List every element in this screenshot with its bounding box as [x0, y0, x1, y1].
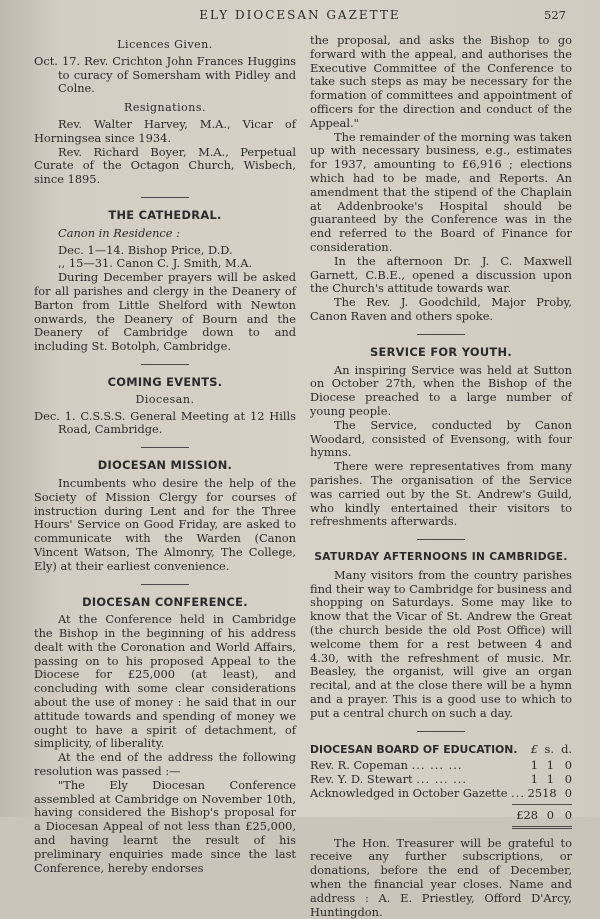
section-divider: [141, 197, 189, 198]
section-divider: [141, 364, 189, 365]
donation-row: [310, 787, 572, 801]
conference-paragraph: The Rev. J. Goodchild, Major Proby, Canon Raven and others spoke.: [310, 295, 572, 323]
conference-continuation: the proposal, and asks the Bishop to go forward with the appeal, and authorises the Executive Committee of the Conference to take such steps as may be necessary for the formation of committees and appointment of officers for the direction and conduct of the Appeal.": [310, 33, 572, 130]
donation-row: [310, 773, 572, 787]
resignation-entry: Rev. Richard Boyer, M.A., Perpetual Curate of the Octagon Church, Wisbech, since 1895.: [34, 144, 296, 187]
donor-name: Rev. R. Copeman ... ... ...: [310, 758, 463, 773]
board-heading: DIOCESAN BOARD OF EDUCATION.: [310, 742, 518, 756]
youth-paragraph: The Service, conducted by Canon Woodard, consisted of Evensong, with four hymns.: [310, 417, 572, 460]
total-shillings: 0: [546, 807, 554, 822]
amount-pounds: 1: [530, 758, 538, 773]
events-heading: COMING EVENTS.: [107, 374, 223, 389]
total-pounds: £28: [516, 807, 538, 822]
section-divider: [141, 447, 189, 448]
cathedral-heading: THE CATHEDRAL.: [108, 207, 222, 222]
section-divider: [141, 584, 189, 585]
residence-entry: ,, 15—31. Canon C. J. Smith, M.A.: [58, 256, 253, 271]
section-divider: [417, 731, 465, 732]
total-row: [310, 809, 572, 823]
right-column: [310, 30, 572, 919]
conference-paragraph: At the Conference held in Cambridge the Bishop in the beginning of his address dealt with the Coronation and World Affairs, passing on to his proposed Appeal to the Diocese for £25,000 (at least), and concluding with some clear considerations about the use of money : he said that in our attitude towards and spending of money we ought to have a spirit of detachment, of simplicity, of liberality.: [34, 612, 296, 751]
amount-shillings: 1: [546, 772, 554, 787]
mission-heading: DIOCESAN MISSION.: [97, 458, 233, 473]
saturday-paragraph: Many visitors from the country parishes find their way to Cambridge for business and shopping on Saturdays. Some may like to know that the Vicar of St. Andrew the Great (the church beside the old Post Office) will welcome them for a rest between 4 and 4.30, with the refreshment of music. Mr. Beasley, the organist, will give an organ recital, and at the close there will be a hymn and a prayer. This is a good use to which to put a central church on such a day.: [310, 567, 572, 720]
left-column: [34, 30, 296, 875]
section-divider: [417, 334, 465, 335]
donor-name: Rev. Y. D. Stewart ... ... ...: [310, 772, 468, 787]
amount-pounds: 25: [527, 786, 543, 801]
saturday-heading: SATURDAY AFTERNOONS IN CAMBRIDGE.: [314, 551, 568, 564]
conference-resolution: "The Ely Diocesan Conference assembled at Cambridge on November 10th, having considered the Bishop's proposal for a Diocesan Appeal of not less than £25,000, and having learnt the result of his preliminary enquiries made since the last Conference, hereby endorses: [34, 777, 296, 875]
conference-paragraph: The remainder of the morning was taken up with necessary business, e.g., estimates for 1937, amounting to £6,916 ; elections which had to be made, and Reports. An amendment that the stipend of the Chaplain at Addenbrooke's Hospital should be guaranteed by the Conference was in the end referred to the Board of Finance for consideration.: [310, 129, 572, 254]
events-subheading: Diocesan.: [135, 392, 195, 406]
shillings-label: s.: [544, 741, 554, 756]
conference-paragraph: In the afternoon Dr. J. C. Maxwell Garnett, C.B.E., opened a discussion upon the Church's attitude towards war.: [310, 253, 572, 296]
donor-name: Acknowledged in October Gazette ...: [310, 786, 525, 801]
mission-paragraph: Incumbents who desire the help of the Society of Mission Clergy for courses of instruction during Lent and for the Three Hours' Service on Good Friday, are asked to communicate with the Warden (Canon Vincent Watson, The Almonry, The College, Ely) at their earliest convenience.: [34, 475, 296, 573]
total-rule: [512, 804, 572, 805]
treasurer-paragraph: The Hon. Treasurer will be grateful to receive any further subscriptions, or donations, before the end of December, when the financial year closes. Name and address : A. E. Priestley, Offord D'Arcy, Huntingdon.: [310, 835, 572, 919]
board-heading-row: [310, 743, 572, 757]
pounds-label: £: [530, 741, 538, 756]
gazette-title: ELY DIOCESAN GAZETTE: [199, 8, 401, 22]
resignations-heading: Resignations.: [124, 101, 206, 115]
total-pence: 0: [564, 807, 572, 822]
youth-heading: SERVICE FOR YOUTH.: [370, 344, 512, 359]
residence-entry: Dec. 1—14. Bishop Price, D.D.: [58, 242, 233, 257]
youth-paragraph: An inspiring Service was held at Sutton on October 27th, when the Bishop of the Diocese preached to a large number of young people.: [310, 362, 572, 418]
total-double-rule: [512, 828, 572, 829]
total-rule: [512, 826, 572, 827]
conference-paragraph: At the end of the address the following resolution was passed :—: [34, 750, 296, 779]
page-number: 527: [544, 8, 566, 22]
pence-label: d.: [561, 741, 572, 756]
donation-row: [310, 759, 572, 773]
event-entry: Dec. 1. C.S.S.S. General Meeting at 12 Hills Road, Cambridge.: [34, 408, 296, 437]
amount-pence: 0: [564, 758, 572, 773]
conference-heading: DIOCESAN CONFERENCE.: [82, 594, 248, 609]
amount-shillings: 1: [546, 758, 554, 773]
amount-pounds: 1: [530, 772, 538, 787]
licence-entry: Oct. 17. Rev. Crichton John Frances Huggins to curacy of Somersham with Pidley and Colne.: [34, 53, 296, 96]
running-header: [0, 8, 600, 28]
amount-pence: 0: [564, 786, 572, 801]
cathedral-paragraph: During December prayers will be asked for all parishes and clergy in the Deanery of Barton from Little Shelford with Newton onwards, the Deanery of Bourn and the Deanery of Cambridge down to and including St. Botolph, Cambridge.: [34, 270, 296, 354]
youth-paragraph: There were representatives from many parishes. The organisation of the Service was carried out by the St. Andrew's Guild, who kindly entertained their visitors to refreshments afterwards.: [310, 459, 572, 529]
licences-heading: Licences Given.: [117, 38, 213, 51]
amount-pence: 0: [564, 772, 572, 787]
resignation-entry: Rev. Walter Harvey, M.A., Vicar of Horningsea since 1934.: [34, 116, 296, 145]
amount-shillings: 18: [542, 786, 557, 801]
section-divider: [417, 539, 465, 540]
canon-label: Canon in Residence :: [58, 225, 181, 240]
